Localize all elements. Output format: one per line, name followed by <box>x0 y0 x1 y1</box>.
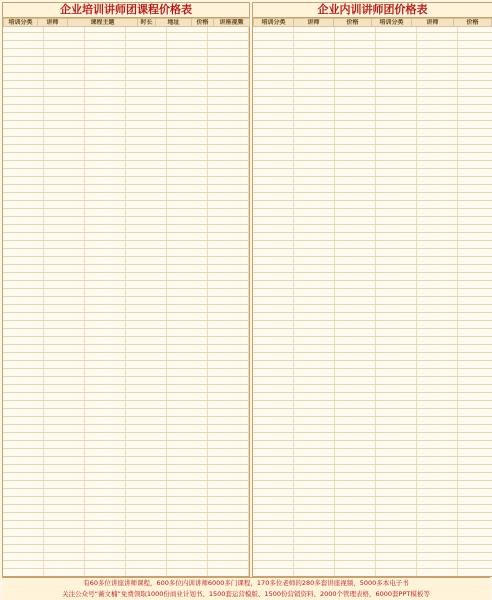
left-title: 企业培训讲师团课程价格表 <box>3 3 249 18</box>
left-panel <box>2 2 250 577</box>
left-table <box>3 18 250 27</box>
right-header-price-a: 价格 <box>334 19 372 27</box>
left-header-duration: 时长 <box>138 19 156 27</box>
footer-notes <box>2 577 490 600</box>
left-header-video: 讲座视频 <box>214 19 250 27</box>
right-table <box>253 18 492 27</box>
right-title: 企业内训讲师团价格表 <box>253 3 492 18</box>
left-header-location: 地址 <box>156 19 192 27</box>
right-header-category-a: 培训分类 <box>254 19 294 27</box>
left-header-topic: 课程主题 <box>68 19 138 27</box>
right-table-body-placeholder <box>253 27 492 576</box>
right-header-category-b: 培训分类 <box>372 19 412 27</box>
right-header-price-b: 价格 <box>454 19 492 27</box>
left-header-price: 价格 <box>192 19 214 27</box>
left-header-row <box>4 19 250 27</box>
right-header-lecturer-b: 讲师 <box>412 19 454 27</box>
right-header-lecturer-a: 讲师 <box>294 19 334 27</box>
left-header-lecturer: 讲师 <box>38 19 68 27</box>
left-table-body-placeholder <box>3 27 249 576</box>
right-header-row <box>254 19 492 27</box>
right-panel <box>252 2 492 577</box>
left-header-category: 培训分类 <box>4 19 38 27</box>
footer-line-1: 有60多位讲座讲师课程，600多位内训讲师6000多门课程，170多位老师的280多套讲座视频，5000多本电子书 <box>83 579 409 587</box>
footer-line-2: 关注公众号“薇文楠”免费领取1000份商业计划书、1500套运营模版、1500份营销资料、2000个管理表格，6000套PPT模板等 <box>62 590 430 598</box>
